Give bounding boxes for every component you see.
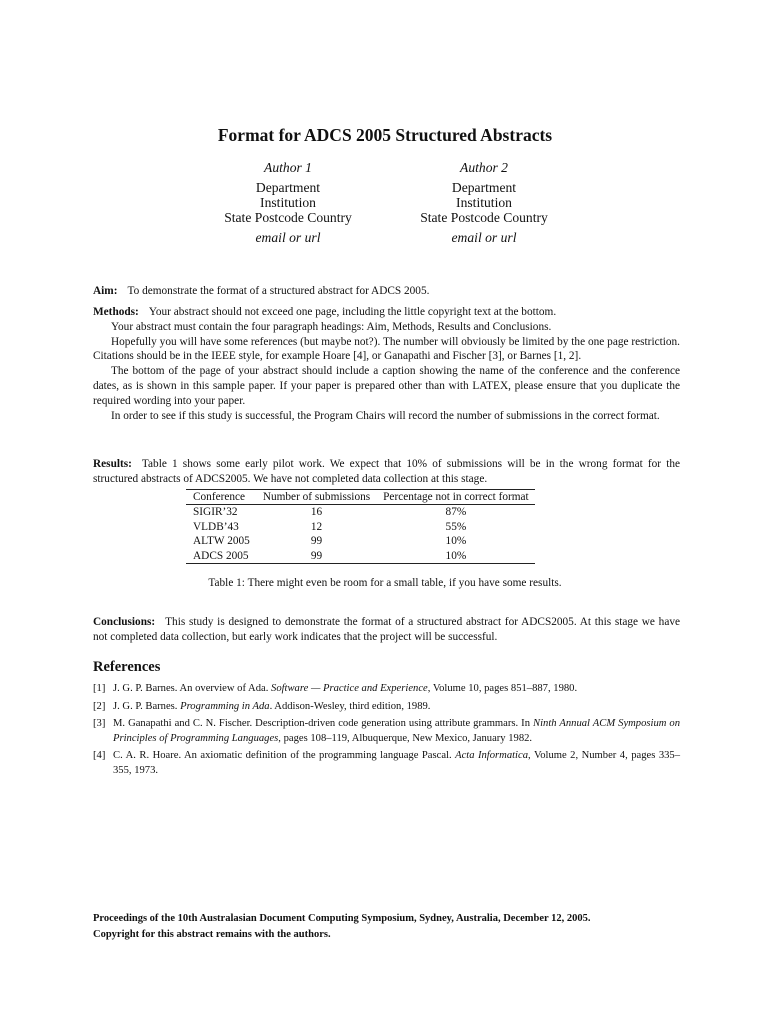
reference-number: [3] [93, 718, 106, 729]
methods-paragraph: The bottom of the page of your abstract should include a caption showing the name of the conference and the conference dates, as is shown in this sample paper. If your paper is prepared other than with LATEX, please ensure that you duplicate the required wording into your paper. [93, 365, 680, 407]
author-name: Author 1 [264, 160, 312, 175]
footer-copyright: Copyright for this abstract remains with the authors. [93, 928, 331, 940]
table-cell: 16 [310, 506, 323, 519]
table-cell: 10% [445, 535, 467, 548]
table-cell: 99 [256, 549, 376, 564]
author-email: email or url [451, 230, 517, 245]
table-cell: ADCS 2005 [186, 549, 256, 564]
results-table [186, 489, 535, 564]
table-cell: ALTW 2005 [193, 535, 250, 548]
author-location: State Postcode Country [224, 210, 352, 225]
author-department: Department [255, 180, 321, 195]
reference-number: [4] [93, 750, 106, 761]
results-text: Table 1 shows some early pilot work. We expect that 10% of submissions will be in the wrong format for the structured abstracts of ADCS2005. We have not completed data collection at this stage. [93, 458, 680, 485]
aim-text: To demonstrate the format of a structured abstract for ADCS 2005. [127, 285, 430, 297]
conclusions-heading: Conclusions: [93, 616, 156, 628]
table-row [186, 505, 535, 520]
author-email: email or url [255, 230, 321, 245]
author-department: Department [451, 180, 517, 195]
methods-paragraph: Your abstract must contain the four paragraph headings: Aim, Methods, Results and Conclusions. [111, 320, 552, 333]
reference-text: J. G. P. Barnes. Programming in Ada. Addison-Wesley, third edition, 1989. [113, 700, 431, 712]
references-heading: References [93, 659, 161, 675]
reference-number: [2] [93, 700, 106, 712]
reference-text: J. G. P. Barnes. An overview of Ada. Software — Practice and Experience, Volume 10, pages 851–887, 1980. [113, 683, 578, 694]
footer-proceedings: Proceedings of the 10th Australasian Document Computing Symposium, Sydney, Australia, December 12, 2005. [93, 913, 591, 924]
reference-number: [1] [93, 683, 106, 694]
reference-text: C. A. R. Hoare. An axiomatic definition of the programming language Pascal. Acta Informatica, Volume 2, Number 4, pages 335–355, 1973. [113, 750, 681, 776]
table-cell: 10% [376, 549, 535, 564]
methods-heading: Methods: [93, 306, 139, 318]
aim-heading: Aim: [93, 285, 118, 297]
table-cell: SIGIR’32 [193, 506, 238, 519]
methods-section [93, 305, 680, 423]
table-header-cell: Number of submissions [256, 490, 376, 505]
table-cell: 12 [310, 520, 323, 533]
table-cell: 55% [445, 520, 467, 533]
reference-item [93, 749, 680, 778]
reference-item [93, 682, 680, 697]
table-row [186, 534, 535, 548]
reference-item [93, 700, 680, 715]
author-institution: Institution [260, 195, 316, 210]
conclusions-section [93, 615, 680, 645]
methods-paragraph: Your abstract should not exceed one page, including the little copyright text at the bottom. [148, 306, 557, 318]
table-caption: Table 1: There might even be room for a small table, if you have some results. [208, 577, 562, 589]
table-row [186, 520, 535, 534]
author-institution: Institution [456, 195, 512, 210]
methods-paragraph: In order to see if this study is successful, the Program Chairs will record the number of submissions in the correct format. [111, 409, 660, 422]
author-block-2 [374, 160, 594, 245]
table-cell: 99 [310, 535, 323, 548]
author-block-1 [178, 160, 398, 245]
methods-paragraph: Hopefully you will have some references (but maybe not?). The number will obviously be limited by the one page restriction. Citations should be in the IEEE style, for example Hoare [4], or Ganapathi and Fischer [3], or Barnes [1, 2]. [93, 335, 680, 363]
reference-text: M. Ganapathi and C. N. Fischer. Description-driven code generation using attribute grammars. In Ninth Annual ACM Symposium on Principles of Programming Languages, pages 108–119, Albuquerque, New Mexico, January 1982. [113, 718, 681, 744]
table-cell: VLDB’43 [193, 520, 239, 533]
table-header-cell: Conference [186, 490, 256, 505]
author-location: State Postcode Country [420, 210, 548, 225]
table-header-cell: Percentage not in correct format [376, 490, 535, 505]
aim-section [93, 284, 680, 299]
table-row [186, 549, 535, 564]
references-list [93, 682, 680, 781]
table-cell: 87% [445, 506, 467, 519]
results-heading: Results: [93, 458, 132, 470]
table-header-row [186, 490, 535, 505]
results-section [93, 457, 680, 487]
paper-title: Format for ADCS 2005 Structured Abstracts [217, 125, 553, 145]
reference-item [93, 717, 680, 746]
conclusions-text: This study is designed to demonstrate the format of a structured abstract for ADCS2005. At this stage we have not completed data collection, but early work indicates that the project will be successful. [93, 616, 680, 643]
author-name: Author 2 [460, 160, 508, 175]
proceedings-footer [93, 911, 680, 942]
